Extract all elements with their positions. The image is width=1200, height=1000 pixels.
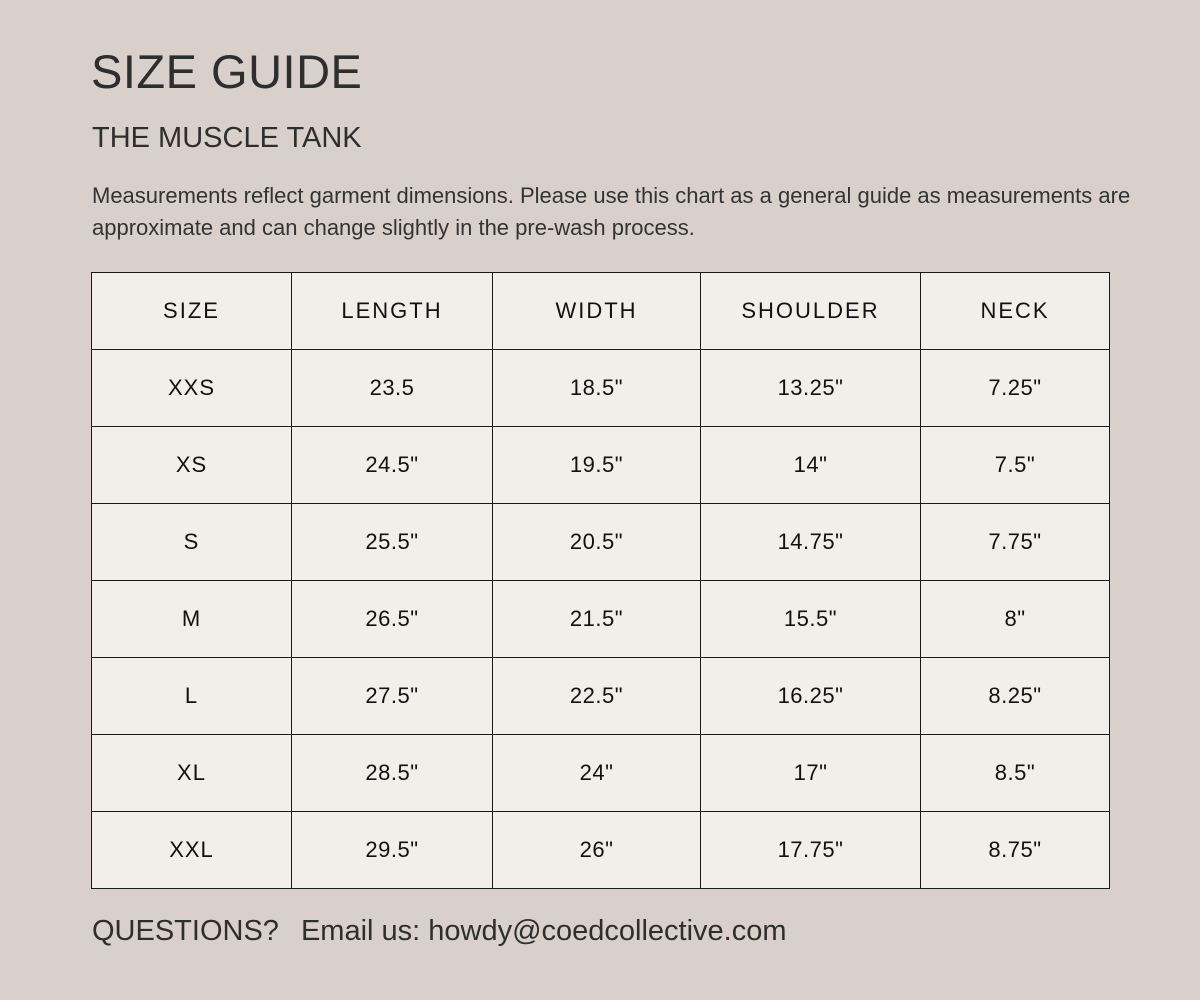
width-cell: 21.5" (493, 581, 701, 658)
contact-email[interactable]: Email us: howdy@coedcollective.com (300, 915, 787, 947)
length-cell: 28.5" (292, 735, 493, 812)
neck-cell: 8.5" (921, 735, 1110, 812)
shoulder-cell: 14" (701, 427, 921, 504)
size-cell: XXS (92, 350, 292, 427)
header-neck: NECK (921, 273, 1110, 350)
width-cell: 19.5" (493, 427, 701, 504)
table-header-row (92, 273, 1110, 350)
measurement-description: Measurements reflect garment dimensions. Please use this chart as a general guide as measurements are approximate and can change slightly in the pre-wash process. (92, 183, 1131, 240)
size-cell: L (92, 658, 292, 735)
size-cell: M (92, 581, 292, 658)
header-shoulder: SHOULDER (701, 273, 921, 350)
neck-cell: 7.25" (921, 350, 1110, 427)
neck-cell: 7.5" (921, 427, 1110, 504)
neck-cell: 7.75" (921, 504, 1110, 581)
neck-cell: 8.25" (921, 658, 1110, 735)
table-row (92, 581, 1110, 658)
width-cell: 22.5" (493, 658, 701, 735)
page-title: SIZE GUIDE (91, 45, 363, 98)
length-cell: 27.5" (292, 658, 493, 735)
width-cell: 20.5" (493, 504, 701, 581)
size-cell: XL (92, 735, 292, 812)
size-cell: S (92, 504, 292, 581)
table-row (92, 350, 1110, 427)
table-row (92, 427, 1110, 504)
shoulder-cell: 17" (701, 735, 921, 812)
length-cell: 23.5 (292, 350, 493, 427)
length-cell: 29.5" (292, 812, 493, 889)
header-size: SIZE (92, 273, 292, 350)
width-cell: 24" (493, 735, 701, 812)
length-cell: 25.5" (292, 504, 493, 581)
width-cell: 18.5" (493, 350, 701, 427)
table-row (92, 812, 1110, 889)
length-cell: 26.5" (292, 581, 493, 658)
shoulder-cell: 13.25" (701, 350, 921, 427)
header-length: LENGTH (292, 273, 493, 350)
table-row (92, 658, 1110, 735)
product-subtitle: THE MUSCLE TANK (92, 122, 362, 154)
size-cell: XS (92, 427, 292, 504)
width-cell: 26" (493, 812, 701, 889)
length-cell: 24.5" (292, 427, 493, 504)
shoulder-cell: 16.25" (701, 658, 921, 735)
size-cell: XXL (92, 812, 292, 889)
header-width: WIDTH (493, 273, 701, 350)
questions-label: QUESTIONS? (92, 915, 279, 947)
neck-cell: 8.75" (921, 812, 1110, 889)
size-chart-table (91, 272, 1110, 889)
table-row (92, 504, 1110, 581)
contact-footer (92, 911, 787, 951)
neck-cell: 8" (921, 581, 1110, 658)
shoulder-cell: 17.75" (701, 812, 921, 889)
shoulder-cell: 15.5" (701, 581, 921, 658)
table-row (92, 735, 1110, 812)
shoulder-cell: 14.75" (701, 504, 921, 581)
